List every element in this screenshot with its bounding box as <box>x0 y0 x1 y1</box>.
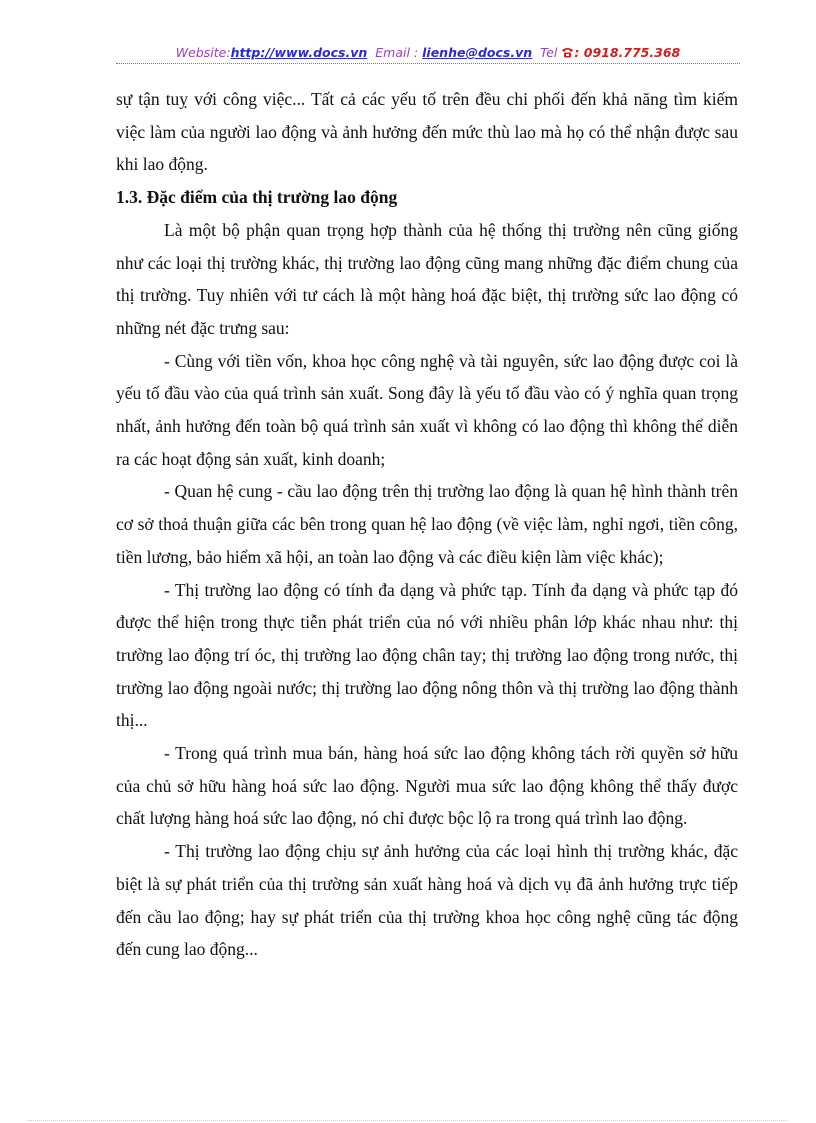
paragraph-4: - Quan hệ cung - cầu lao động trên thị trường lao động là quan hệ hình thành trên cơ sở thoả thuận giữa các bên trong quan hệ lao động (về việc làm, nghỉ ngơi, tiền công, tiền lương, bảo hiểm xã hội, an toàn lao động và các điều kiện làm việc khác); <box>116 481 738 567</box>
email-link[interactable]: lienhe@docs.vn <box>422 45 533 60</box>
tel-value: : 0918.775.368 <box>574 45 681 60</box>
footer-divider <box>28 1120 788 1121</box>
website-label: Website: <box>175 45 231 60</box>
document-body <box>116 83 738 966</box>
paragraph-7: - Thị trường lao động chịu sự ảnh hưởng của các loại hình thị trường khác, đặc biệt là sự phát triển của thị trường sản xuất hàng hoá và dịch vụ đã ảnh hưởng trực tiếp đến cầu lao động; hay sự phát triển của thị trường khoa học công nghệ cũng tác động đến cung lao động... <box>116 841 738 960</box>
paragraph-2: Là một bộ phận quan trọng hợp thành của hệ thống thị trường nên cũng giống như các loại thị trường khác, thị trường lao động cũng mang những đặc điểm chung của thị trường. Tuy nhiên với tư cách là một hàng hoá đặc biệt, thị trường sức lao động có những nét đặc trưng sau: <box>116 219 738 338</box>
paragraph-5: - Thị trường lao động có tính đa dạng và phức tạp. Tính đa dạng và phức tạp đó được thể hiện trong thực tiễn phát triển của nó với nhiều phân lớp khác nhau như: thị trường lao động trí óc, thị trường lao động chân tay; thị trường lao động trong nước, thị trường lao động ngoài nước; thị trường lao động nông thôn và thị trường lao động thành thị... <box>116 579 738 731</box>
paragraph-6: - Trong quá trình mua bán, hàng hoá sức lao động không tách rời quyền sở hữu của chủ sở hữu hàng hoá sức lao động. Người mua sức lao động không thể thấy được chất lượng hàng hoá sức lao động, nó chỉ được bộc lộ ra trong quá trình lao động. <box>116 743 738 829</box>
header-divider <box>116 63 740 64</box>
section-heading: 1.3. Đặc điểm của thị trường lao động <box>116 187 398 208</box>
email-label: Email : <box>375 45 419 60</box>
website-link[interactable]: http://www.docs.vn <box>230 45 368 60</box>
paragraph-3: - Cùng với tiền vốn, khoa học công nghệ và tài nguyên, sức lao động được coi là yếu tố đầu vào của quá trình sản xuất. Song đây là yếu tố đầu vào có ý nghĩa quan trọng nhất, ảnh hưởng đến toàn bộ quá trình sản xuất vì không có lao động thì không thể diễn ra các hoạt động sản xuất, kinh doanh; <box>116 350 738 469</box>
page-header <box>116 44 740 62</box>
paragraph-1: sự tận tuỵ với công việc... Tất cả các yếu tố trên đều chi phối đến khả năng tìm kiếm việc làm của người lao động và ảnh hưởng đến mức thù lao mà họ có thể nhận được sau khi lao động. <box>116 89 738 175</box>
phone-icon <box>561 47 574 58</box>
tel-label: Tel <box>540 45 558 60</box>
